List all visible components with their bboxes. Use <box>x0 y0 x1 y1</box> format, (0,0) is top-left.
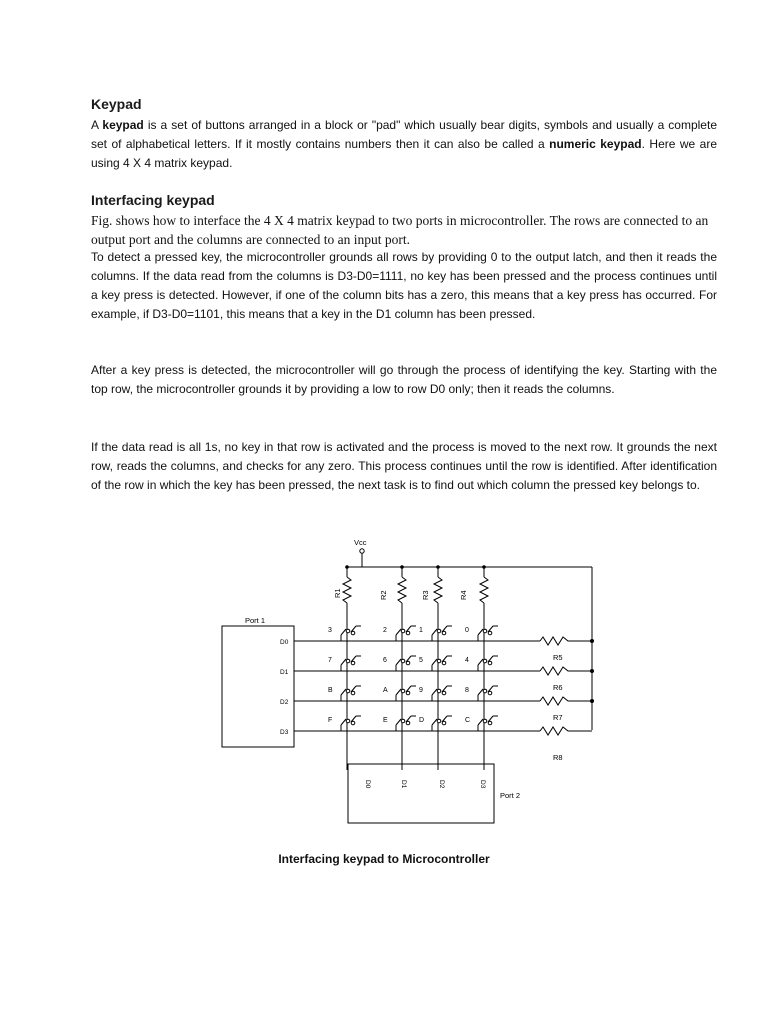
port2-box <box>348 764 494 823</box>
key-label: 0 <box>465 627 469 634</box>
key-switch <box>432 626 452 641</box>
key-switch <box>432 656 452 671</box>
pullup-label-r1: R1 <box>333 588 342 598</box>
key-label: 1 <box>419 627 423 634</box>
paragraph-detect-key: To detect a pressed key, the microcontroller grounds all rows by providing 0 to the output latch, and then it reads the columns. If the data read from the columns is D3-D0=1111, no key has been pressed and the process continues until a key press is detected. However, if one of the column bits has a zero, this means that a key press has occurred. For example, if D3-D0=1101, this means that a key in the D1 column has been pressed. <box>91 250 717 321</box>
row-resistor <box>540 637 592 645</box>
key-label: 6 <box>383 657 387 664</box>
pullup-label-r2: R2 <box>379 590 388 600</box>
key-switch <box>341 686 361 701</box>
key-switch <box>478 626 498 641</box>
paragraph-keypad-definition <box>91 116 717 173</box>
key-label: 4 <box>465 657 469 664</box>
key-label: B <box>328 687 333 694</box>
col-label-d1: D1 <box>400 780 407 789</box>
vcc-terminal <box>360 549 364 553</box>
row-label-d2: D2 <box>280 699 289 706</box>
port1-label: Port 1 <box>245 616 266 625</box>
col-label-d0: D0 <box>364 780 371 789</box>
key-label: 2 <box>383 627 387 634</box>
key-label: C <box>465 717 471 724</box>
key-label: A <box>383 687 388 694</box>
key-switch <box>341 716 361 731</box>
col-label-d2: D2 <box>438 780 445 789</box>
key-label: 5 <box>419 657 423 664</box>
row-resistor <box>540 727 592 735</box>
pullup-resistor <box>480 567 488 770</box>
heading-interfacing-keypad: Interfacing keypad <box>91 192 215 208</box>
key-label: 3 <box>328 627 332 634</box>
key-switch <box>478 716 498 731</box>
row-label-d1: D1 <box>280 669 289 676</box>
key-switch <box>396 686 416 701</box>
pullup-resistor <box>343 567 351 770</box>
key-switch <box>432 686 452 701</box>
key-switch <box>432 716 452 731</box>
key-switch <box>478 686 498 701</box>
row-label-d0: D0 <box>280 639 289 646</box>
key-switches <box>341 626 498 731</box>
paragraph-serif-intro: Fig. shows how to interface the 4 X 4 matrix keypad to two ports in microcontroller. The rows are connected to an output port and the columns are connected to an input port. <box>91 213 709 247</box>
paragraph-next-row: If the data read is all 1s, no key in that row is activated and the process is moved to the next row. It grounds the next row, reads the columns, and checks for any zero. This process continues until the row is identified. After identification of the row in which the key has been pressed, the next task is to find out which column the pressed key belongs to. <box>91 440 717 492</box>
text-run: . Here we are using 4 X 4 matrix keypad. <box>91 137 718 170</box>
key-switch <box>341 626 361 641</box>
key-switch <box>396 626 416 641</box>
pullup-label-r4: R4 <box>459 590 468 600</box>
paragraph-identify-key: After a key press is detected, the microcontroller will go through the process of identifying the key. Starting with the top row, the microcontroller grounds it by providing a low to row D0 only; then it reads the columns. <box>91 363 717 396</box>
text-run: A <box>91 118 103 132</box>
figure-caption: Interfacing keypad to Microcontroller <box>278 852 490 866</box>
bold-numeric-keypad: numeric keypad <box>549 137 642 151</box>
port2-label: Port 2 <box>500 791 521 800</box>
row-label-d3: D3 <box>280 729 289 736</box>
key-switch <box>341 656 361 671</box>
key-label: 9 <box>419 687 423 694</box>
bold-keypad: keypad <box>102 118 144 132</box>
key-switch <box>478 656 498 671</box>
key-label: F <box>328 717 333 724</box>
key-switch <box>396 716 416 731</box>
resistor-label-r6: R6 <box>553 683 563 692</box>
pullup-label-r3: R3 <box>421 590 430 600</box>
resistor-label-r5: R5 <box>553 653 563 662</box>
resistor-label-r8: R8 <box>553 753 563 762</box>
pullup-resistor <box>398 567 406 770</box>
col-label-d3: D3 <box>479 780 486 789</box>
row-resistor <box>540 667 592 675</box>
key-label: E <box>383 717 388 724</box>
row-resistor <box>540 697 592 705</box>
key-label: D <box>419 717 425 724</box>
resistor-label-r7: R7 <box>553 713 563 722</box>
text-run: is a set of buttons arranged in a block or "pad" which usually bear digits, symbols and usually a complete set of alphabetical letters. If it mostly contains numbers then it can also be called a <box>91 118 717 151</box>
key-switch <box>396 656 416 671</box>
key-label: 7 <box>328 657 332 664</box>
key-label: 8 <box>465 687 469 694</box>
keypad-circuit-diagram <box>0 520 768 840</box>
heading-keypad: Keypad <box>91 96 142 112</box>
pullup-resistor <box>434 567 442 770</box>
vcc-label: Vcc <box>354 538 367 547</box>
